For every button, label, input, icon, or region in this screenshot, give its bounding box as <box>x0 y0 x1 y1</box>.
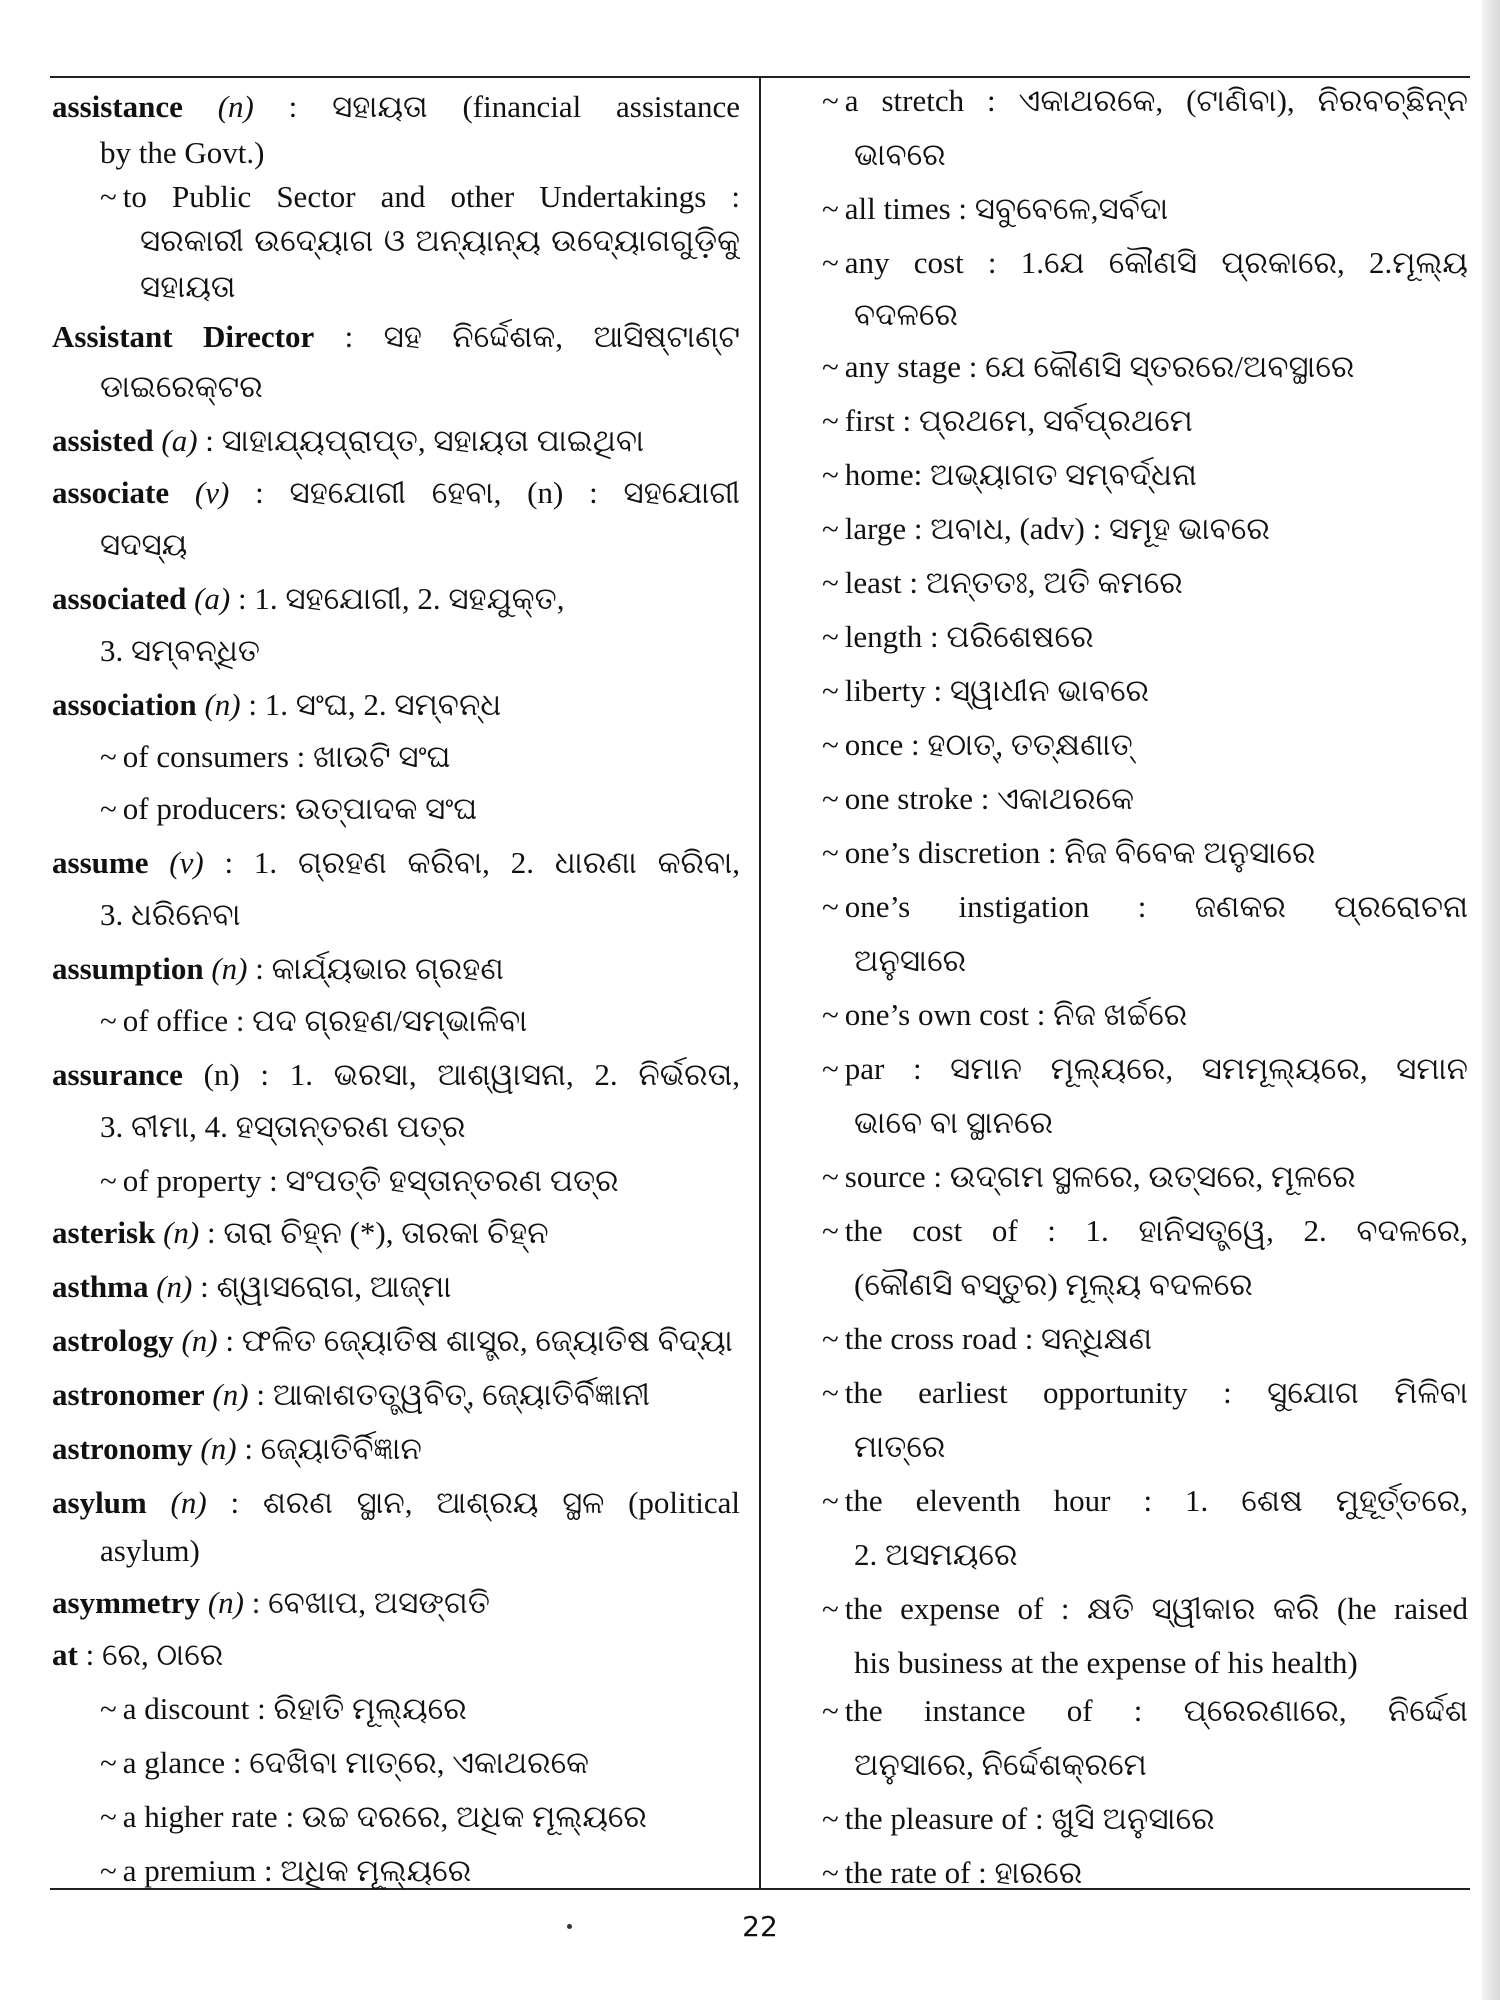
part-of-speech: (n) <box>156 1269 193 1304</box>
definition-text: : ସହଯୋଗୀ ହେବା, (n) : ସହଯୋଗୀ <box>229 475 740 510</box>
sub-entry <box>52 1792 740 1842</box>
dictionary-entry <box>52 1262 740 1312</box>
tilde-marker: ~ <box>100 1745 117 1780</box>
dictionary-entry <box>52 1424 740 1474</box>
sub-entry <box>822 1686 1468 1736</box>
definition-text: ସଦସ୍ୟ <box>100 527 188 562</box>
tilde-marker: ~ <box>100 1799 117 1834</box>
dictionary-entry <box>52 312 740 362</box>
definition-text: a higher rate : ଉଚ୍ଚ ଦରରେ, ଅଧିକ ମୂଲ୍ୟରେ <box>122 1799 647 1834</box>
definition-text: 2. ଅସମୟରେ <box>854 1537 1018 1572</box>
dictionary-entry <box>52 944 740 994</box>
headword: assisted <box>52 423 154 458</box>
entry-continuation <box>52 216 740 266</box>
dictionary-entry <box>52 468 740 518</box>
tilde-marker: ~ <box>100 1853 117 1888</box>
entry-continuation <box>822 1098 1468 1148</box>
tilde-marker: ~ <box>822 835 839 870</box>
headword: associate <box>52 475 170 510</box>
dictionary-entry <box>52 1208 740 1258</box>
tilde-marker: ~ <box>822 1693 839 1728</box>
dictionary-entry <box>52 82 740 132</box>
definition-text: a stretch : ଏକାଥରକେ, (ଟାଣିବା), ନିରବଚ୍ଛିନ୍ନ <box>844 83 1468 118</box>
definition-text: one’s discretion : ନିଜ ବିବେକ ଅନୁସାରେ <box>844 835 1316 870</box>
headword: assistance <box>52 89 183 124</box>
definition-text: any stage : ଯେ କୌଣସି ସ୍ତରରେ/ଅବସ୍ଥାରେ <box>844 349 1355 384</box>
definition-text: ଭାବେ ବା ସ୍ଥାନରେ <box>854 1105 1054 1140</box>
sub-entry <box>822 450 1468 500</box>
entry-continuation <box>822 1530 1468 1580</box>
tilde-marker: ~ <box>822 1801 839 1836</box>
definition-text: ଅନୁସାରେ, ନିର୍ଦ୍ଦେଶକ୍ରମେ <box>854 1747 1147 1782</box>
definition-text: : 1. ସଂଘ, 2. ସମ୍ବନ୍ଧ <box>240 687 502 722</box>
definition-text: : ଆକାଶତତ୍ତ୍ୱବିତ୍, ଜ୍ୟୋତିର୍ବିଜ୍ଞାନୀ <box>248 1377 650 1412</box>
sub-entry <box>822 184 1468 234</box>
part-of-speech: (n) <box>204 687 241 722</box>
definition-text: : ରେ, ଠାରେ <box>77 1637 224 1672</box>
tilde-marker: ~ <box>822 1051 839 1086</box>
dictionary-entry <box>52 838 740 888</box>
dictionary-entry <box>52 574 740 624</box>
tilde-marker: ~ <box>100 1163 117 1198</box>
sub-entry <box>822 1152 1468 1202</box>
tilde-marker: ~ <box>822 727 839 762</box>
definition-text: to Public Sector and other Undertakings : <box>122 179 740 214</box>
sub-entry <box>822 1368 1468 1418</box>
definition-text: : ସାହାଯ୍ୟପ୍ରାପ୍ତ, ସହାୟତା ପାଇଥିବା <box>197 423 645 458</box>
definition-text: a glance : ଦେଖିବା ମାତ୍ରେ, ଏକାଥରକେ <box>122 1745 590 1780</box>
definition-text: one’s own cost : ନିଜ ଖର୍ଚ୍ଚରେ <box>844 997 1188 1032</box>
definition-text: his business at the expense of his health) <box>854 1645 1358 1680</box>
definition-text: : ବେଖାପ, ଅସଙ୍ଗତି <box>243 1585 490 1620</box>
headword: asymmetry <box>52 1585 201 1620</box>
tilde-marker: ~ <box>822 403 839 438</box>
part-of-speech: (v) <box>194 475 230 510</box>
tilde-marker: ~ <box>822 1375 839 1410</box>
sub-entry <box>52 996 740 1046</box>
definition-text: (n) : 1. ଭରସା, ଆଶ୍ୱାସନା, 2. ନିର୍ଭରତା, <box>182 1057 740 1092</box>
sub-entry <box>822 612 1468 662</box>
entry-continuation <box>52 626 740 676</box>
definition-text: one stroke : ଏକାଥରକେ <box>844 781 1135 816</box>
sub-entry <box>822 1044 1468 1094</box>
tilde-marker: ~ <box>822 191 839 226</box>
sub-entry <box>822 774 1468 824</box>
dictionary-entry <box>52 416 740 466</box>
definition-text: : 1. ସହଯୋଗୀ, 2. ସହଯୁକ୍ତ, <box>230 581 565 616</box>
tilde-marker: ~ <box>822 1213 839 1248</box>
part-of-speech: (a) <box>194 581 231 616</box>
definition-text: ସହାୟତା <box>140 269 236 304</box>
definition-text: once : ହଠାତ୍, ତତ୍କ୍ଷଣାତ୍ <box>844 727 1133 762</box>
sub-entry <box>822 1476 1468 1526</box>
sub-entry <box>822 238 1468 288</box>
definition-text: ମାତ୍ରେ <box>854 1429 946 1464</box>
sub-entry <box>822 1848 1468 1898</box>
definition-text: asylum) <box>100 1533 200 1568</box>
tilde-marker: ~ <box>100 739 117 774</box>
headword: assume <box>52 845 149 880</box>
sub-entry <box>822 504 1468 554</box>
definition-text: a premium : ଅଧିକ ମୂଲ୍ୟରେ <box>122 1853 472 1888</box>
part-of-speech: (n) <box>207 1585 244 1620</box>
sub-entry <box>822 1794 1468 1844</box>
definition-text: home: ଅଭ୍ୟାଗତ ସମ୍ବର୍ଦ୍ଧନା <box>844 457 1197 492</box>
definition-text: ଭାବରେ <box>854 137 946 172</box>
tilde-marker: ~ <box>822 349 839 384</box>
definition-text: : ଶ୍ୱାସରୋଗ, ଆଜ୍ମା <box>192 1269 452 1304</box>
part-of-speech: (n) <box>212 1377 249 1412</box>
entry-continuation <box>52 1526 740 1576</box>
headword: associated <box>52 581 187 616</box>
entry-continuation <box>822 936 1468 986</box>
headword: asthma <box>52 1269 149 1304</box>
definition-text: 3. ସମ୍ବନ୍ଧିତ <box>100 633 260 668</box>
sub-entry <box>52 1684 740 1734</box>
definition-text: of consumers : ଖାଉଟି ସଂଘ <box>122 739 451 774</box>
part-of-speech: (n) <box>163 1215 200 1250</box>
definition-text: : ଫଳିତ ଜ୍ୟୋତିଷ ଶାସ୍ତ୍ର, ଜ୍ୟୋତିଷ ବିଦ୍ୟା <box>217 1323 733 1358</box>
definition-text: of producers: ଉତ୍ପାଦକ ସଂଘ <box>122 791 478 826</box>
tilde-marker: ~ <box>822 1855 839 1890</box>
entry-continuation <box>822 290 1468 340</box>
column-divider <box>759 76 761 1888</box>
dictionary-entry <box>52 680 740 730</box>
tilde-marker: ~ <box>822 1591 839 1626</box>
sub-entry <box>52 784 740 834</box>
definition-text: of office : ପଦ ଗ୍ରହଣ/ସମ୍ଭାଳିବା <box>122 1003 528 1038</box>
sub-entry <box>822 720 1468 770</box>
definition-text: 3. ବୀମା, 4. ହସ୍ତାନ୍ତରଣ ପତ୍ର <box>100 1109 466 1144</box>
tilde-marker: ~ <box>822 83 839 118</box>
part-of-speech: (a) <box>161 423 198 458</box>
dictionary-entry <box>52 1630 740 1680</box>
definition-text: least : ଅନ୍ତତଃ, ଅତି କମରେ <box>844 565 1183 600</box>
sub-entry <box>822 1206 1468 1256</box>
sub-entry <box>822 990 1468 1040</box>
tilde-marker: ~ <box>100 791 117 826</box>
dictionary-entry <box>52 1050 740 1100</box>
dictionary-entry <box>52 1478 740 1528</box>
definition-text: : ତାରା ଚିହ୍ନ (*), ତାରକା ଚିହ୍ନ <box>199 1215 549 1250</box>
sub-entry <box>822 666 1468 716</box>
tilde-marker: ~ <box>822 1321 839 1356</box>
entry-continuation <box>52 890 740 940</box>
tilde-marker: ~ <box>822 997 839 1032</box>
definition-text: (କୌଣସି ବସ୍ତୁର) ମୂଲ୍ୟ ବଦଳରେ <box>854 1267 1253 1302</box>
definition-text: any cost : 1.ଯେ କୌଣସି ପ୍ରକାରେ, 2.ମୂଲ୍ୟ <box>844 245 1468 280</box>
headword: association <box>52 687 197 722</box>
definition-text: ଡାଇରେକ୍ଟର <box>100 369 263 404</box>
tilde-marker: ~ <box>822 1159 839 1194</box>
sub-entry <box>822 828 1468 878</box>
definition-text: the expense of : କ୍ଷତି ସ୍ୱୀକାର କରି (he raised <box>844 1591 1468 1626</box>
headword: assumption <box>52 951 204 986</box>
dictionary-entry <box>52 1316 740 1366</box>
definition-text: source : ଉଦ୍‌ଗମ ସ୍ଥଳରେ, ଉତ୍ସରେ, ମୂଳରେ <box>844 1159 1356 1194</box>
part-of-speech: (n) <box>217 89 254 124</box>
entry-continuation <box>52 520 740 570</box>
tilde-marker: ~ <box>100 1003 117 1038</box>
definition-text: by the Govt.) <box>100 135 265 170</box>
entry-continuation <box>52 1102 740 1152</box>
tilde-marker: ~ <box>822 511 839 546</box>
sub-entry <box>52 1156 740 1206</box>
definition-text: : ଜ୍ୟୋତିର୍ବିଜ୍ଞାନ <box>236 1431 422 1466</box>
entry-continuation <box>52 128 740 178</box>
definition-text: of property : ସଂପତ୍ତି ହସ୍ତାନ୍ତରଣ ପତ୍ର <box>122 1163 619 1198</box>
headword: astrology <box>52 1323 174 1358</box>
sub-entry <box>822 396 1468 446</box>
definition-text: ଅନୁସାରେ <box>854 943 967 978</box>
dictionary-entry <box>52 1578 740 1628</box>
definition-text: the pleasure of : ଖୁସି ଅନୁସାରେ <box>844 1801 1215 1836</box>
definition-text: the cross road : ସନ୍ଧିକ୍ଷଣ <box>844 1321 1153 1356</box>
sub-entry <box>52 1738 740 1788</box>
sub-entry <box>822 342 1468 392</box>
definition-text: all times : ସବୁବେଳେ,ସର୍ବଦା <box>844 191 1169 226</box>
headword: asterisk <box>52 1215 156 1250</box>
definition-text: 3. ଧରିନେବା <box>100 897 241 932</box>
definition-text: first : ପ୍ରଥମେ, ସର୍ବପ୍ରଥମେ <box>844 403 1193 438</box>
part-of-speech: (n) <box>170 1485 207 1520</box>
sub-entry <box>52 732 740 782</box>
definition-text: large : ଅବାଧ, (adv) : ସମୂହ ଭାବରେ <box>844 511 1270 546</box>
definition-text: : 1. ଗ୍ରହଣ କରିବା, 2. ଧାରଣା କରିବା, <box>203 845 740 880</box>
sub-entry <box>822 1314 1468 1364</box>
tilde-marker: ~ <box>822 889 839 924</box>
tilde-marker: ~ <box>822 245 839 280</box>
sub-entry <box>822 882 1468 932</box>
sub-entry <box>52 172 740 222</box>
part-of-speech: (n) <box>200 1431 237 1466</box>
definition-text: a discount : ରିହାତି ମୂଲ୍ୟରେ <box>122 1691 467 1726</box>
tilde-marker: ~ <box>100 179 117 214</box>
definition-text: par : ସମାନ ମୂଲ୍ୟରେ, ସମମୂଲ୍ୟରେ, ସମାନ <box>844 1051 1468 1086</box>
definition-text: ବଦଳରେ <box>854 297 958 332</box>
definition-text: the eleventh hour : 1. ଶେଷ ମୁହୂର୍ତ୍ତରେ, <box>844 1483 1468 1518</box>
sub-entry <box>822 1584 1468 1634</box>
entry-continuation <box>52 362 740 412</box>
definition-text: the cost of : 1. ହାନିସତ୍ତ୍ୱେ, 2. ବଦଳରେ, <box>844 1213 1468 1248</box>
entry-continuation <box>822 1638 1468 1688</box>
part-of-speech: (n) <box>181 1323 218 1358</box>
headword: astronomy <box>52 1431 193 1466</box>
headword: astronomer <box>52 1377 205 1412</box>
part-of-speech: (n) <box>211 951 248 986</box>
sub-entry <box>822 558 1468 608</box>
entry-continuation <box>822 130 1468 180</box>
tilde-marker: ~ <box>822 1483 839 1518</box>
definition-text: the earliest opportunity : ସୁଯୋଗ ମିଳିବା <box>844 1375 1468 1410</box>
definition-text: liberty : ସ୍ୱାଧୀନ ଭାବରେ <box>844 673 1149 708</box>
entry-continuation <box>52 262 740 312</box>
headword: assurance <box>52 1057 183 1092</box>
tilde-marker: ~ <box>822 565 839 600</box>
page-edge-strip <box>1482 0 1500 2000</box>
definition-text: : ଶରଣ ସ୍ଥାନ, ଆଶ୍ରୟ ସ୍ଥଳ (political <box>206 1485 740 1520</box>
definition-text: : ସହ ନିର୍ଦ୍ଦେଶକ, ଆସିଷ୍ଟାଣ୍ଟ <box>314 319 740 354</box>
tilde-marker: ~ <box>822 781 839 816</box>
entry-continuation <box>822 1422 1468 1472</box>
tilde-marker: ~ <box>822 673 839 708</box>
part-of-speech: (v) <box>169 845 204 880</box>
headword: asylum <box>52 1485 147 1520</box>
footer-dot <box>567 1924 572 1929</box>
definition-text: ସରକାରୀ ଉଦ୍ୟୋଗ ଓ ଅନ୍ୟାନ୍ୟ ଉଦ୍ୟୋଗଗୁଡ଼ିକୁ <box>140 223 740 258</box>
tilde-marker: ~ <box>100 1691 117 1726</box>
tilde-marker: ~ <box>822 619 839 654</box>
tilde-marker: ~ <box>822 457 839 492</box>
definition-text: : କାର୍ଯ୍ୟଭାର ଗ୍ରହଣ <box>247 951 504 986</box>
definition-text: the instance of : ପ୍ରେରଣାରେ, ନିର୍ଦ୍ଦେଶ <box>844 1693 1468 1728</box>
entry-continuation <box>822 1740 1468 1790</box>
definition-text: : ସହାୟତା (financial assistance <box>253 89 740 124</box>
definition-text: length : ପରିଶେଷରେ <box>844 619 1094 654</box>
headword: at <box>52 1637 78 1672</box>
definition-text: the rate of : ହାରରେ <box>844 1855 1083 1890</box>
sub-entry <box>52 1846 740 1896</box>
headword: Assistant Director <box>52 319 315 354</box>
definition-text: one’s instigation : ଜଣକର ପ୍ରରୋଚନା <box>844 889 1468 924</box>
dictionary-entry <box>52 1370 740 1420</box>
sub-entry <box>822 76 1468 126</box>
entry-continuation <box>822 1260 1468 1310</box>
page-number: 22 <box>742 1910 778 1943</box>
